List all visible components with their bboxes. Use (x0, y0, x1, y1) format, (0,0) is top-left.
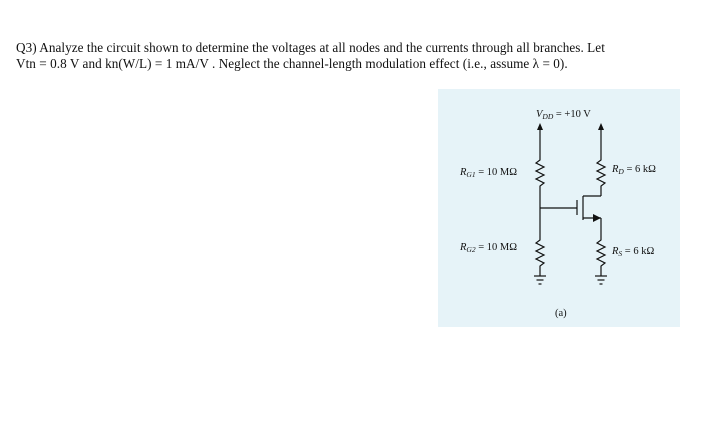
vdd-left-arrow (537, 123, 543, 130)
source-arrow (593, 214, 601, 222)
rg1-label: RG1 = 10 MΩ (460, 167, 518, 179)
rg2-resistor (536, 236, 544, 276)
vdd-right-arrow (598, 123, 604, 130)
rg2-label: RG2 = 10 MΩ (460, 242, 518, 254)
rs-resistor (597, 236, 605, 276)
rd-resistor (597, 156, 605, 196)
question-line-1: Q3) Analyze the circuit shown to determine the voltages at all nodes and the currents through all branches. Let (16, 40, 605, 55)
rs-label: RS = 6 kΩ (612, 246, 655, 258)
ground-right (595, 276, 607, 284)
vdd-label: VDD = +10 V (536, 109, 591, 121)
rg1-resistor (536, 156, 544, 190)
rd-label: RD = 6 kΩ (612, 164, 656, 176)
ground-left (534, 276, 546, 284)
figure-caption: (a) (555, 308, 567, 319)
question-line-2: Vtn = 0.8 V and kn(W/L) = 1 mA/V . Neglect the channel-length modulation effect (i.e., assume λ = 0). (16, 56, 568, 71)
